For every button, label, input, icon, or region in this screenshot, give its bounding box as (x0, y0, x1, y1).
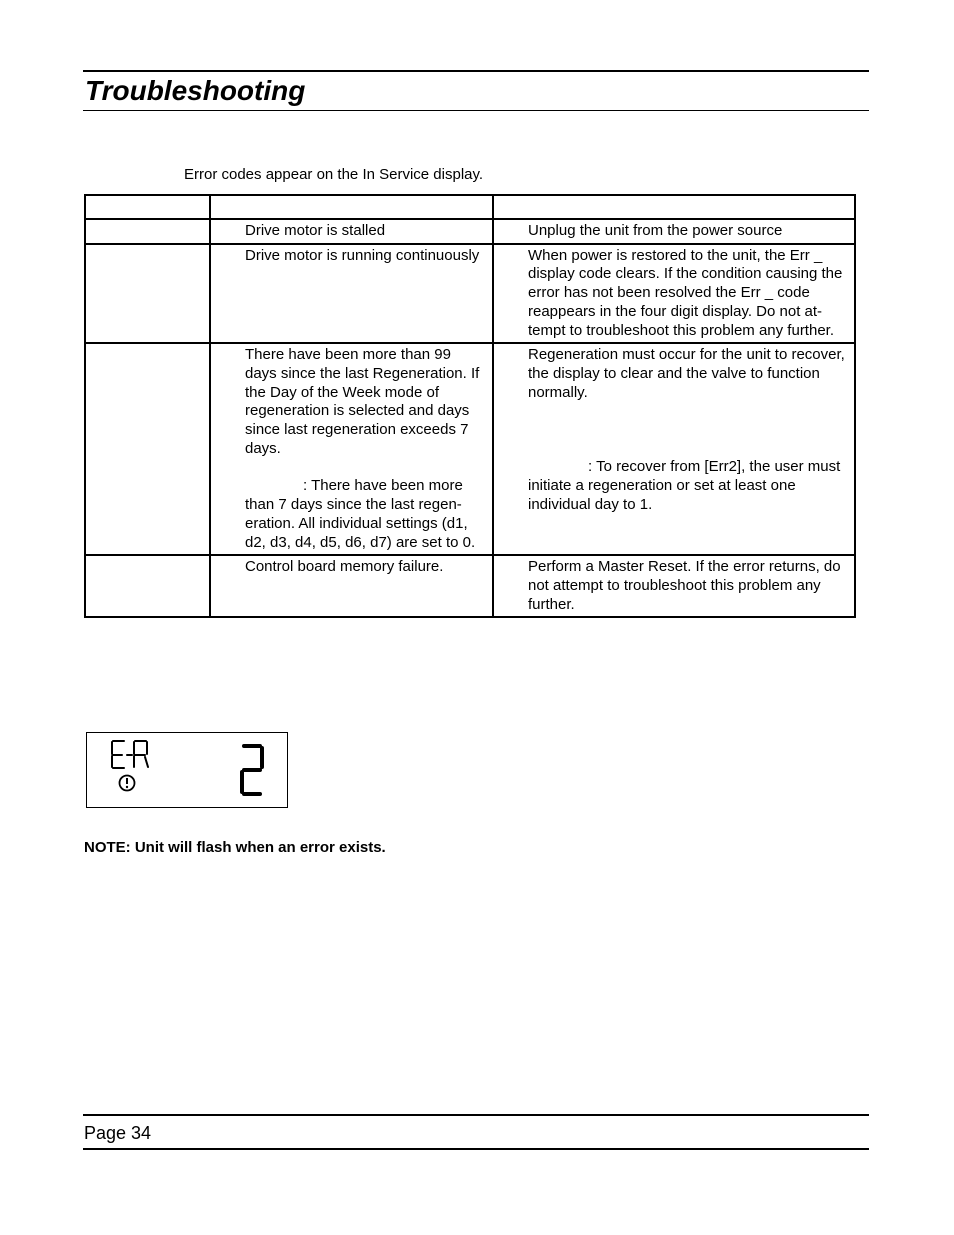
table-row (85, 343, 855, 555)
table-row (85, 555, 855, 617)
correction-cell: Perform a Master Reset. If the error returns, do not attempt to troubleshoot this problem any further. (493, 555, 855, 617)
header-cell-cause (210, 195, 493, 219)
page-number: Page 34 (84, 1123, 152, 1143)
lcd-left-text (112, 741, 148, 768)
cause-cell: Drive motor is running continuously (210, 244, 493, 344)
table-row (85, 244, 855, 344)
page-title: Troubleshooting (85, 75, 306, 106)
table-row (85, 219, 855, 244)
correction-note-text: : To recover from [Err2], the user must initiate a regeneration or set at least one individual day to 1. (528, 458, 841, 513)
footer-top-rule (83, 1114, 869, 1116)
lcd-digit-2 (242, 746, 262, 794)
correction-text: Regeneration must occur for the unit to recover, the display to clear and the valve to function normally. (528, 346, 845, 401)
code-cell (85, 555, 210, 617)
cause-text: There have been more than 99 days since the last Regeneration. If the Day of the Week mode of regeneration is selected and days since last regeneration exceeds 7 days. (245, 346, 480, 457)
code-cell (85, 244, 210, 344)
header-cell-code (85, 195, 210, 219)
correction-cell (493, 343, 855, 555)
code-cell (85, 219, 210, 244)
header-cell-correction (493, 195, 855, 219)
header-top-rule (83, 70, 869, 72)
error-code-table (84, 194, 856, 618)
code-cell (85, 343, 210, 555)
header-bottom-rule (83, 110, 869, 111)
cause-note-text: : There have been more than 7 days since the last regen-eration. All individual settings (d1, d2, d3, d4, d5, d6, d7) are set to 0. (245, 477, 476, 551)
correction-cell: When power is restored to the unit, the Err _ display code clears. If the condition causing the error has not been resolved the Err _ code reappears in the four digit display. Do not at-tempt to troubleshoot this problem any further. (493, 244, 855, 344)
table-header-row (85, 195, 855, 219)
footer-bottom-rule (83, 1148, 869, 1150)
cause-cell: Control board memory failure. (210, 555, 493, 617)
cause-cell (210, 343, 493, 555)
cause-cell: Drive motor is stalled (210, 219, 493, 244)
lcd-display (86, 732, 288, 808)
correction-cell: Unplug the unit from the power source (493, 219, 855, 244)
flash-note: NOTE: Unit will flash when an error exists. (84, 839, 386, 856)
intro-text: Error codes appear on the In Service display. (184, 166, 484, 183)
alert-circle-icon (120, 776, 135, 791)
